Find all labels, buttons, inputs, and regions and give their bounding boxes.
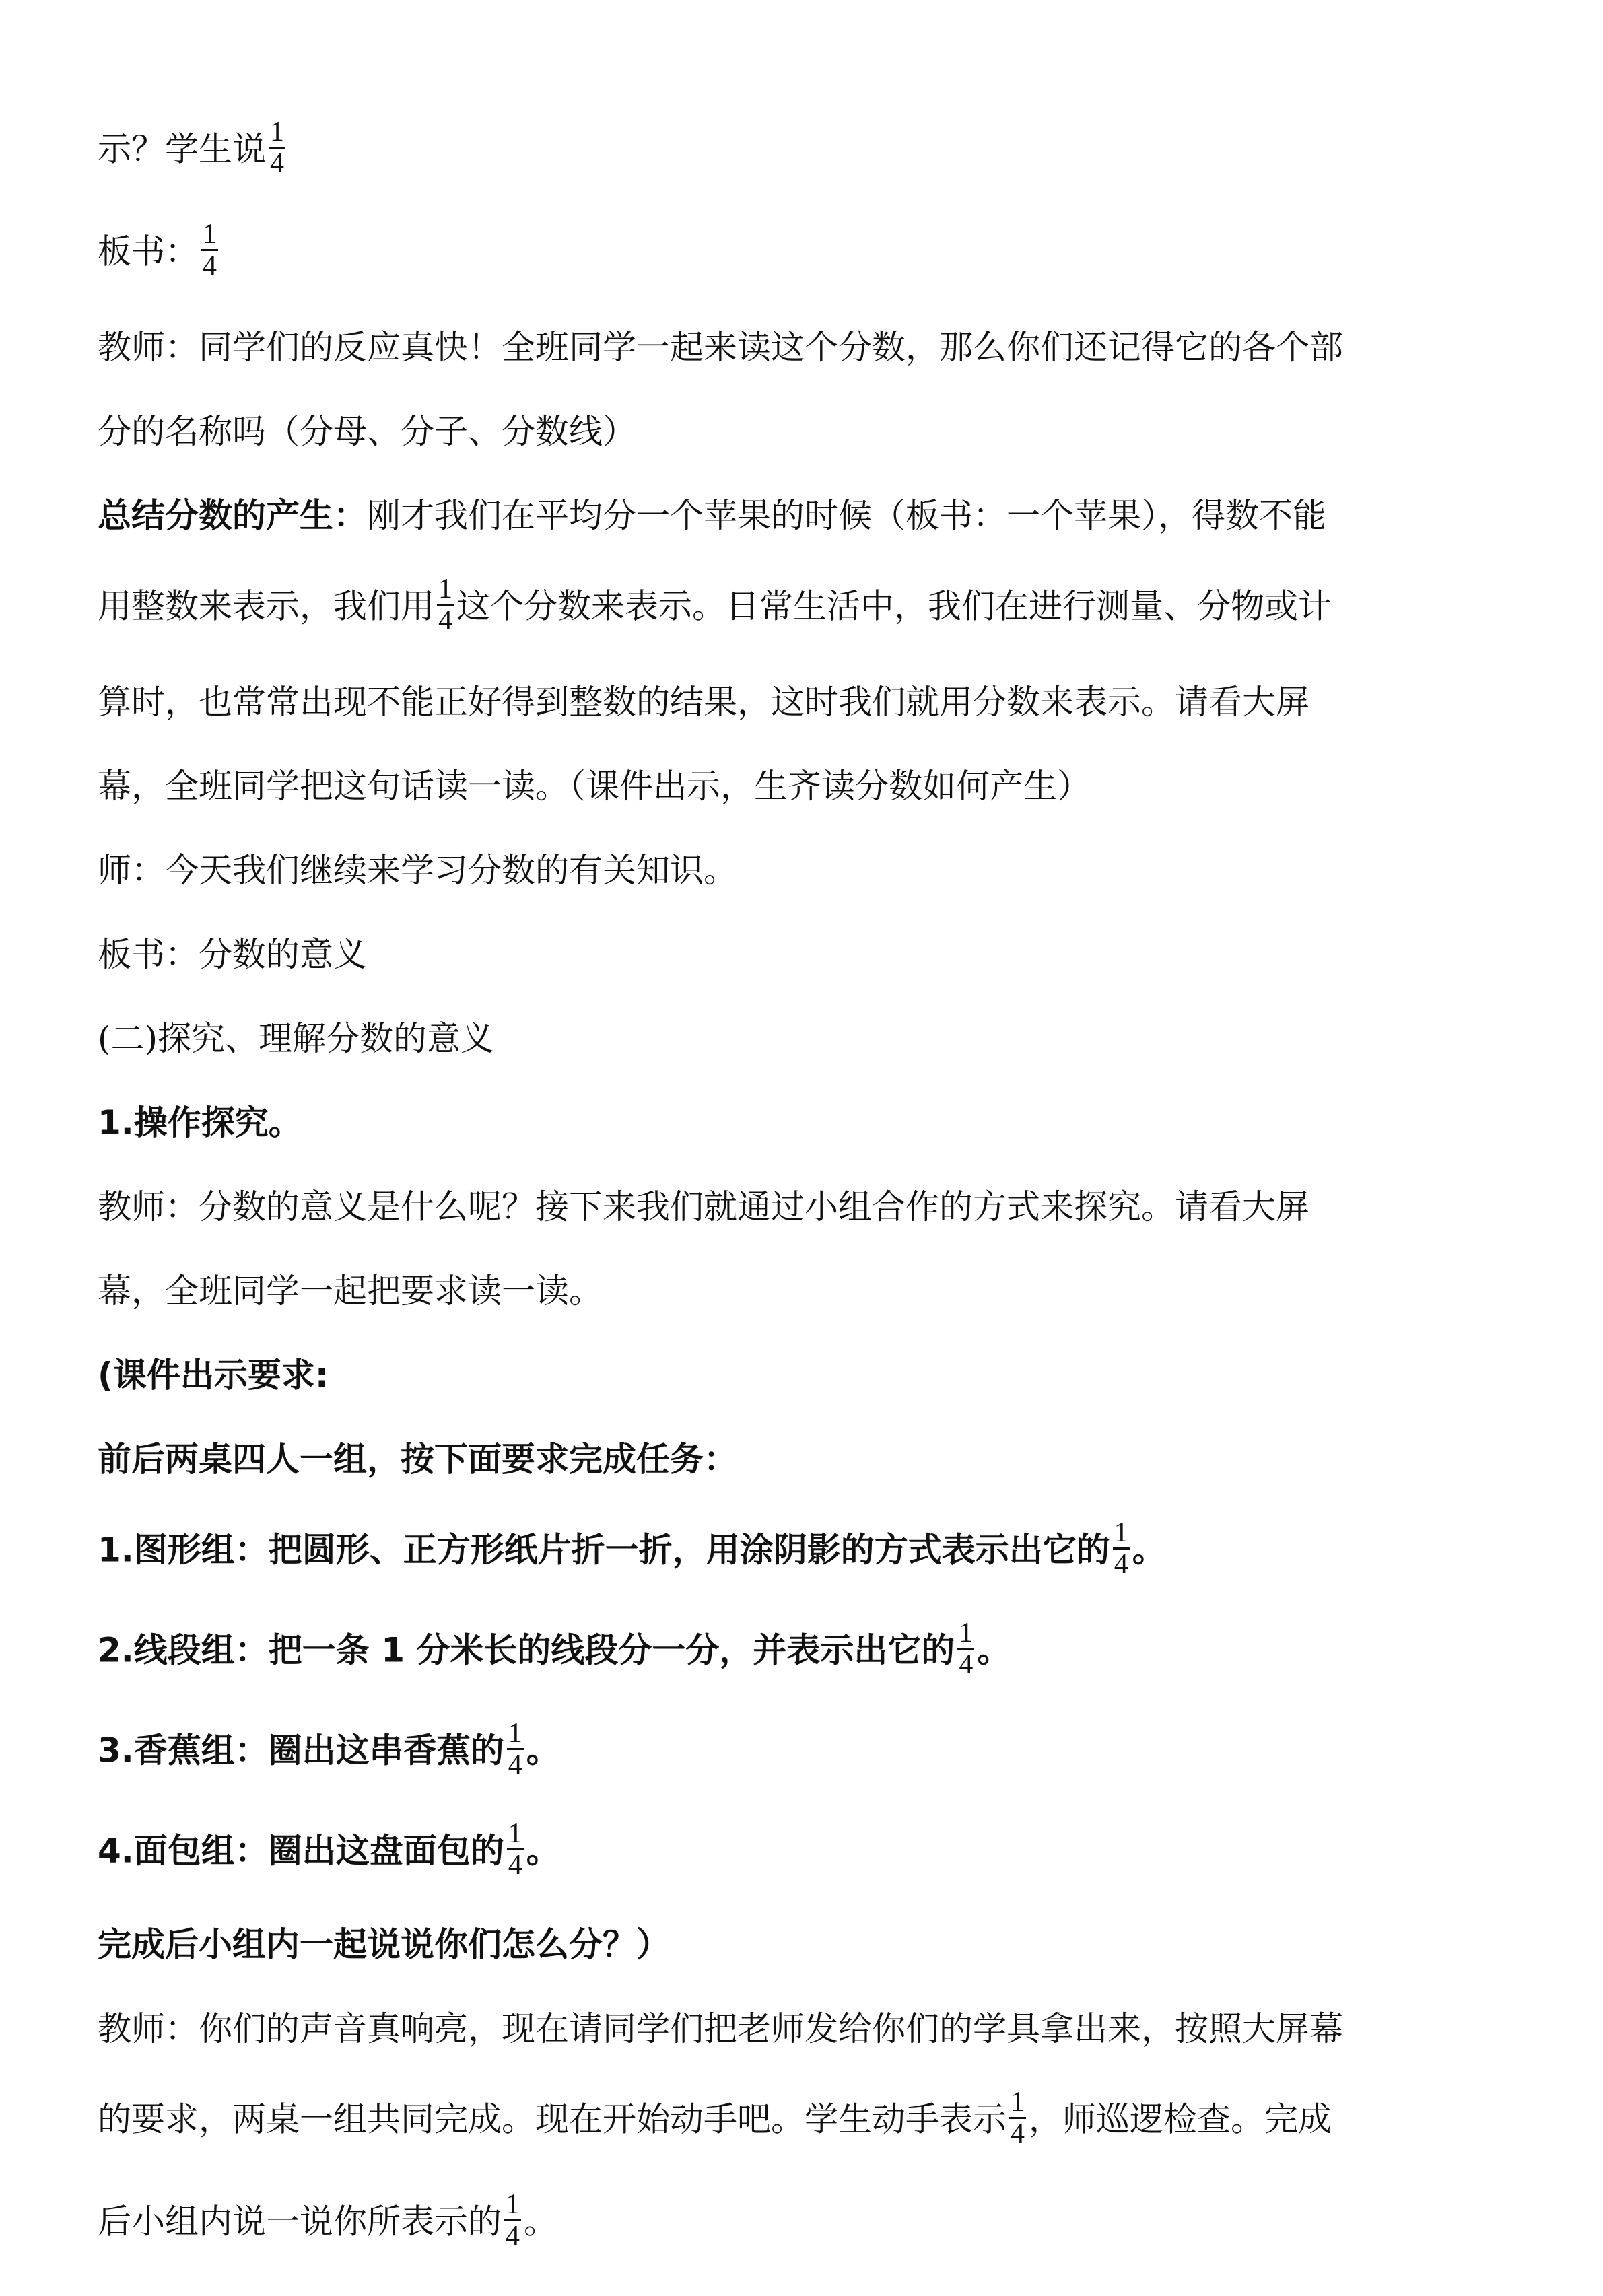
text-line (98, 933, 1511, 976)
fraction-numerator: 1 (270, 116, 284, 147)
text-line (98, 116, 1511, 182)
text-segment: 刚才我们在平均分一个苹果的时候（板书：一个苹果），得数不能 (367, 496, 1326, 535)
fraction-numerator: 1 (1114, 1517, 1128, 1548)
bold-text: 前后两桌四人一组，按下面要求完成任务： (98, 1440, 737, 1479)
text-segment: 板书： (98, 232, 199, 271)
fraction (1009, 2087, 1026, 2149)
text-segment: 教师：你们的声音真响亮，现在请同学们把老师发给你们的学具拿出来，按照大屏幕 (98, 2009, 1343, 2048)
text-segment: 算时，也常常出现不能正好得到整数的结果，这时我们就用分数来表示。请看大屏 (98, 683, 1309, 722)
bold-heading: 1.操作探究。 (98, 1103, 302, 1142)
text-segment: 师：今天我们继续来学习分数的有关知识。 (98, 851, 737, 890)
text-segment: ，师巡逻检查。完成 (1029, 2099, 1332, 2139)
text-line (98, 494, 1511, 537)
text-line (98, 1185, 1511, 1228)
fraction-numerator: 1 (959, 1617, 974, 1648)
fraction-denominator: 4 (270, 148, 284, 179)
fraction (504, 2190, 521, 2251)
text-line (98, 410, 1511, 453)
text-line (98, 765, 1511, 808)
text-line (98, 1354, 1511, 1397)
text-line (98, 573, 1511, 639)
text-segment: 这个分数来表示。日常生活中，我们在进行测量、分物或计 (456, 586, 1332, 626)
fraction-numerator: 1 (1011, 2087, 1025, 2118)
text-segment: 幕，全班同学把这句话读一读。（课件出示，生齐读分数如何产生） (98, 767, 1091, 806)
fraction-numerator: 1 (508, 1818, 522, 1849)
text-line (98, 1718, 1511, 1784)
text-line (98, 326, 1511, 369)
text-segment: 。 (977, 1630, 1011, 1670)
fraction (957, 1618, 974, 1679)
fraction-denominator: 4 (959, 1649, 974, 1680)
fraction-denominator: 4 (1011, 2118, 1025, 2149)
fraction-denominator: 4 (508, 1749, 522, 1780)
bold-text: 完成后小组内一起说说你们怎么分？） (98, 1925, 670, 1964)
text-segment: 教师：同学们的反应真快！全班同学一起来读这个分数，那么你们还记得它的各个部 (98, 328, 1343, 367)
text-line (98, 1017, 1511, 1060)
fraction (269, 117, 285, 178)
text-segment: 。 (526, 1831, 560, 1871)
text-segment: 用整数来表示，我们用 (98, 586, 434, 626)
bold-text: (课件出示要求: (98, 1356, 329, 1395)
text-line (98, 2189, 1511, 2255)
task-item: 2.线段组：把一条 1 分米长的线段分一分，并表示出它的 (98, 1630, 955, 1670)
text-line (98, 2087, 1511, 2153)
text-line (98, 1818, 1511, 1884)
text-line (98, 1101, 1511, 1144)
task-item: 3.香蕉组：圈出这串香蕉的 (98, 1731, 504, 1770)
document-page (98, 116, 1511, 2296)
text-segment: 幕，全班同学一起把要求读一读。 (98, 1272, 603, 1311)
text-segment: 板书：分数的意义 (98, 935, 367, 974)
text-line (98, 2007, 1511, 2050)
text-segment: 后小组内说一说你所表示的 (98, 2202, 502, 2241)
fraction (1113, 1518, 1130, 1579)
text-segment: 教师：分数的意义是什么呢？接下来我们就通过小组合作的方式来探究。请看大屏 (98, 1187, 1309, 1226)
fraction (437, 574, 454, 635)
text-segment: 。 (524, 2202, 557, 2241)
fraction-numerator: 1 (438, 573, 452, 604)
text-line (98, 1923, 1511, 1966)
text-segment: 的要求，两桌一组共同完成。现在开始动手吧。学生动手表示 (98, 2099, 1007, 2139)
fraction-denominator: 4 (1114, 1549, 1128, 1580)
text-line (98, 1517, 1511, 1583)
text-segment: 示？学生说 (98, 129, 266, 169)
text-line (98, 219, 1511, 285)
text-segment: 分的名称吗（分母、分子、分数线） (98, 412, 636, 451)
fraction-numerator: 1 (203, 219, 217, 250)
fraction-numerator: 1 (506, 2189, 520, 2220)
section-heading: (二)探究、理解分数的意义 (98, 1019, 495, 1058)
task-item: 4.面包组：圈出这盘面包的 (98, 1831, 504, 1871)
text-line (98, 1617, 1511, 1683)
bold-heading: 总结分数的产生： (98, 496, 367, 535)
fraction-denominator: 4 (203, 250, 217, 281)
text-line (98, 681, 1511, 724)
text-line (98, 1269, 1511, 1313)
fraction (507, 1819, 524, 1880)
fraction-numerator: 1 (508, 1718, 522, 1749)
text-line (98, 1438, 1511, 1481)
fraction-denominator: 4 (508, 1850, 522, 1881)
text-line (98, 849, 1511, 892)
task-item: 1.图形组：把圆形、正方形纸片折一折，用涂阴影的方式表示出它的 (98, 1530, 1110, 1570)
fraction (507, 1718, 524, 1780)
fraction-denominator: 4 (506, 2221, 520, 2252)
text-segment: 。 (526, 1731, 560, 1770)
fraction (201, 219, 218, 281)
text-segment: 。 (1132, 1530, 1166, 1570)
fraction-denominator: 4 (438, 605, 452, 636)
